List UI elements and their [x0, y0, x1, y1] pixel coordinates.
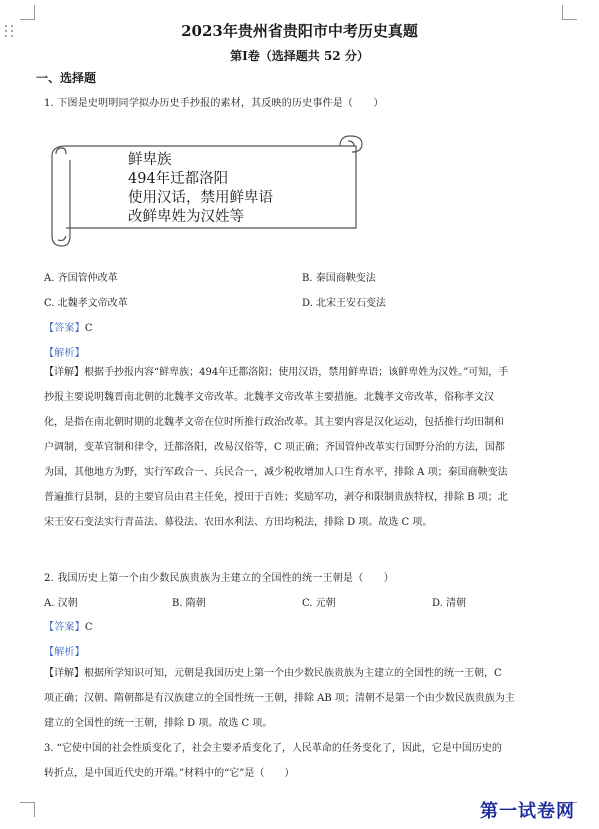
q2-analysis-tag: 【解析】 [44, 647, 85, 658]
detail-line: 项正确；汉朝、隋朝都是有汉族建立的全国性统一王朝，排除 AB 项；清朝不是第一个由少数民族贵族为主 [44, 693, 515, 704]
section-heading: 一、选择题 [36, 71, 97, 85]
q1-option-b[interactable]: B. 秦国商鞅变法 [302, 273, 376, 284]
answer-tag: 【答案】 [44, 323, 85, 334]
q2-option-d[interactable]: D. 清朝 [432, 598, 467, 609]
q3-line: 3. “它使中国的社会性质变化了，社会主要矛盾变化了，人民革命的任务变化了，因此，它是中国历史的 [44, 743, 502, 754]
scroll-text [128, 151, 273, 227]
document-title: 2023年贵州省贵阳市中考历史真题 [181, 22, 418, 40]
document-subtitle: 第Ⅰ卷（选择题共 52 分） [230, 49, 369, 63]
crop-mark-top-right [562, 5, 577, 20]
q2-option-a[interactable]: A. 汉朝 [44, 598, 78, 609]
q1-option-a[interactable]: A. 齐国管仲改革 [44, 273, 118, 284]
q1-answer-row [44, 319, 93, 334]
q1-option-c[interactable]: C. 北魏孝文帝改革 [44, 298, 128, 309]
watermark-logo: 第一试卷网 [480, 801, 575, 822]
detail-line: 建立的全国性的统一王朝，排除 D 项。故选 C 项。 [44, 718, 273, 729]
q2-answer-row [44, 618, 93, 633]
crop-mark-bottom-left [20, 802, 35, 817]
q2-answer: C [84, 622, 93, 633]
detail-tag: 【详解】 [44, 367, 84, 378]
scroll-line: 494年迁都洛阳 [128, 171, 229, 187]
q3-line: 转折点，是中国近代史的开端。”材料中的“它”是（ ） [44, 768, 295, 779]
detail-line: 为国，其他地方为野，实行军政合一、兵民合一，减少税收增加人口生育水平，排除 A 项；秦国商鞅变法 [44, 467, 508, 478]
q1-answer: C [84, 323, 93, 334]
detail-line: 根据手抄报内容“鲜卑族；494年迁都洛阳；使用汉语，禁用鲜卑语；该鲜卑姓为汉姓。”可知，手 [84, 367, 509, 378]
detail-line: 根据所学知识可知，元朝是我国历史上第一个由少数民族贵族为主建立的全国性的统一王朝，C [84, 668, 502, 679]
detail-line: 宋王安石变法实行青苗法、募役法、农田水利法、方田均税法，排除 D 项。故选 C 项。 [44, 517, 433, 528]
question-1-stem: 1. 下图是史明明同学拟办历史手抄报的素材，其反映的历史事件是（ ） [44, 98, 384, 109]
detail-line: 抄报主要说明魏晋南北朝的北魏孝文帝改革。北魏孝文帝改革主要措施。北魏孝文帝改革，俗称孝文汉 [44, 392, 494, 403]
question-2-stem: 2. 我国历史上第一个由少数民族贵族为主建立的全国性的统一王朝是（ ） [44, 573, 394, 584]
q2-option-b[interactable]: B. 隋朝 [172, 598, 206, 609]
question-3-stem [44, 736, 564, 786]
scroll-line: 鲜卑族 [128, 152, 172, 168]
detail-line: 户调制，变革官制和律令，迁都洛阳，改易汉俗等，C 项正确；齐国管仲改革实行国野分治的方法，国都 [44, 442, 505, 453]
q2-option-c[interactable]: C. 元朝 [302, 598, 336, 609]
scroll-line: 改鲜卑姓为汉姓等 [128, 209, 244, 225]
detail-tag: 【详解】 [44, 668, 84, 679]
q1-option-d[interactable]: D. 北宋王安石变法 [302, 298, 387, 309]
q1-detail [44, 360, 564, 535]
detail-line: 普遍推行县制，县的主要官员由君主任免，授田于百姓；奖励军功，剥夺和限制贵族特权，排除 B 项；北 [44, 492, 508, 503]
q2-detail [44, 661, 564, 736]
answer-tag: 【答案】 [44, 622, 85, 633]
crop-mark-top-left [20, 5, 35, 20]
detail-line: 化，是指在南北朝时期的北魏孝文帝在位时所推行政治改革。其主要内容是汉化运动，包括推行均田制和 [44, 417, 504, 428]
scroll-line: 使用汉话，禁用鲜卑语 [128, 190, 273, 206]
q1-analysis-tag: 【解析】 [44, 348, 85, 359]
